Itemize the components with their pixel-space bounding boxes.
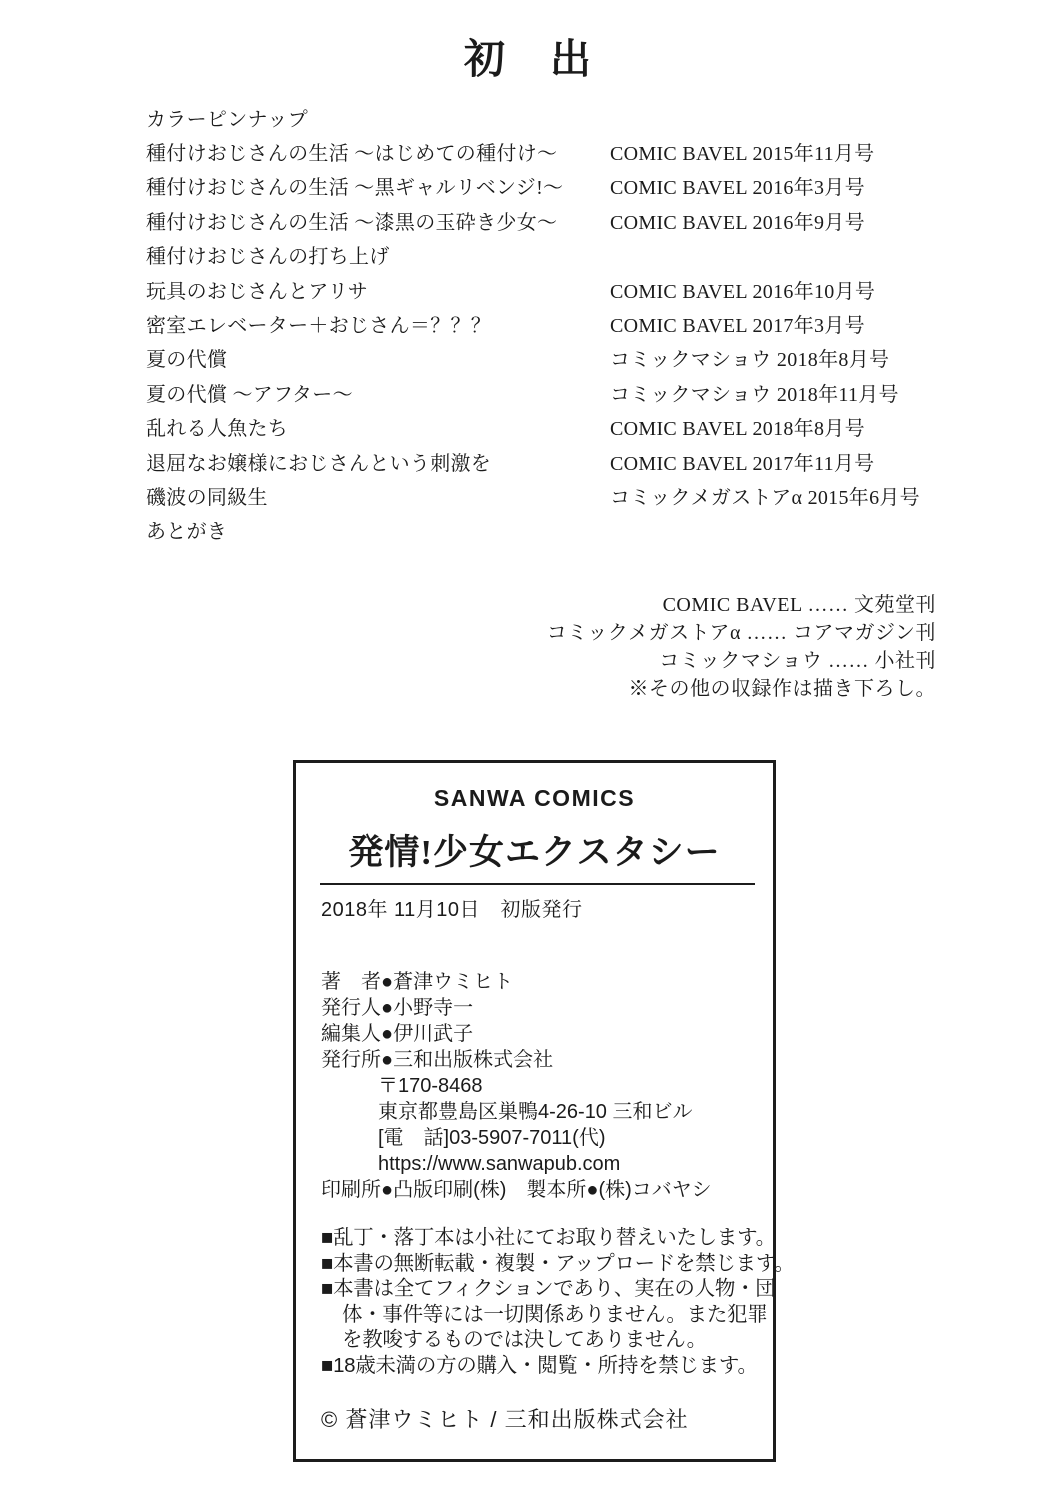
publication-source: COMIC BAVEL 2015年11月号 xyxy=(610,143,875,166)
colophon-box xyxy=(293,760,795,1462)
credit-line: 印刷所●凸版印刷(株) 製本所●(株)コバヤシ xyxy=(321,1179,712,1201)
publication-source: COMIC BAVEL 2016年9月号 xyxy=(610,211,865,234)
work-title: 磯波の同級生 xyxy=(146,486,268,509)
notice-line: 体・事件等には一切関係ありません。また犯罪 xyxy=(342,1302,768,1326)
title-underline xyxy=(320,883,755,885)
work-title: 種付けおじさんの生活 ～漆黒の玉砕き少女～ xyxy=(146,211,558,234)
credit-line: https://www.sanwapub.com xyxy=(378,1153,621,1175)
work-title: 種付けおじさんの生活 ～はじめての種付け～ xyxy=(146,143,558,166)
publisher-note-line: COMIC BAVEL …… 文苑堂刊 xyxy=(662,594,936,616)
publication-source: COMIC BAVEL 2017年11月号 xyxy=(610,452,875,475)
work-title: 夏の代償 ～アフター～ xyxy=(146,383,353,406)
list-item xyxy=(146,238,946,272)
credit-line: 〒170-8468 xyxy=(378,1075,483,1097)
notice-line: ■本書の無断転載・複製・アップロードを禁じます。 xyxy=(321,1251,795,1275)
edition-line: 2018年 11月10日 初版発行 xyxy=(321,899,583,921)
credit-line: 発行所●三和出版株式会社 xyxy=(321,1049,554,1071)
work-title: 乱れる人魚たち xyxy=(146,418,289,441)
work-title: 夏の代償 xyxy=(146,349,228,372)
publication-source: コミックマショウ 2018年8月号 xyxy=(610,349,890,372)
publication-source: COMIC BAVEL 2016年3月号 xyxy=(610,177,865,200)
publication-credits xyxy=(321,969,763,1203)
list-item xyxy=(146,203,946,237)
publisher-note-line: ※その他の収録作は描き下ろし。 xyxy=(628,678,936,700)
publication-source: コミックマショウ 2018年11月号 xyxy=(610,383,899,406)
work-title: カラーピンナップ xyxy=(146,108,308,131)
book-title: 発情!少女エクスタシー xyxy=(348,833,721,872)
publisher-note-line: コミックメガストアα …… コアマガジン刊 xyxy=(546,622,936,644)
list-item xyxy=(146,478,946,512)
list-item xyxy=(146,169,946,203)
work-title: 玩具のおじさんとアリサ xyxy=(146,280,369,303)
publisher-note-line: コミックマショウ …… 小社刊 xyxy=(659,650,936,672)
notice-line: ■本書は全てフィクションであり、実在の人物・団 xyxy=(321,1277,776,1300)
publication-source: COMIC BAVEL 2017年3月号 xyxy=(610,315,865,338)
list-item xyxy=(146,410,946,444)
legal-notices xyxy=(321,1225,795,1378)
list-item xyxy=(146,341,946,375)
first-publication-list xyxy=(146,100,946,547)
list-item xyxy=(146,306,946,340)
work-title: あとがき xyxy=(146,521,228,544)
credit-line: 著 者●蒼津ウミヒト xyxy=(321,971,514,993)
work-title: 密室エレベーター＋おじさん＝？？？ xyxy=(146,315,492,338)
publisher-notes xyxy=(547,591,936,703)
credit-line: 編集人●伊川武子 xyxy=(321,1023,474,1045)
credit-line: [電 話]03-5907-7011(代) xyxy=(378,1127,606,1149)
list-item xyxy=(146,444,946,478)
copyright-line: © 蒼津ウミヒト / 三和出版株式会社 xyxy=(321,1407,689,1432)
list-item xyxy=(146,100,946,134)
list-item xyxy=(146,513,946,547)
notice-line: を教唆するものでは決してありません。 xyxy=(342,1328,707,1351)
notice-line: ■乱丁・落丁本は小社にてお取り替えいたします。 xyxy=(321,1226,776,1249)
publication-source: COMIC BAVEL 2016年10月号 xyxy=(610,280,876,303)
list-item xyxy=(146,375,946,409)
list-item xyxy=(146,272,946,306)
notice-line: ■18歳未満の方の購入・閲覧・所持を禁じます。 xyxy=(321,1353,758,1377)
credit-line: 発行人●小野寺一 xyxy=(321,997,474,1019)
list-item xyxy=(146,134,946,168)
imprint-label: SANWA COMICS xyxy=(433,785,636,811)
work-title: 退屈なお嬢様におじさんという刺激を xyxy=(146,452,492,475)
publication-source: コミックメガストアα 2015年6月号 xyxy=(610,486,920,509)
publication-source: COMIC BAVEL 2018年8月号 xyxy=(610,418,865,441)
work-title: 種付けおじさんの生活 ～黒ギャルリベンジ!～ xyxy=(146,177,564,200)
credit-line: 東京都豊島区巣鴨4-26-10 三和ビル xyxy=(378,1101,693,1123)
work-title: 種付けおじさんの打ち上げ xyxy=(146,246,390,269)
page-title: 初 出 xyxy=(464,36,593,82)
